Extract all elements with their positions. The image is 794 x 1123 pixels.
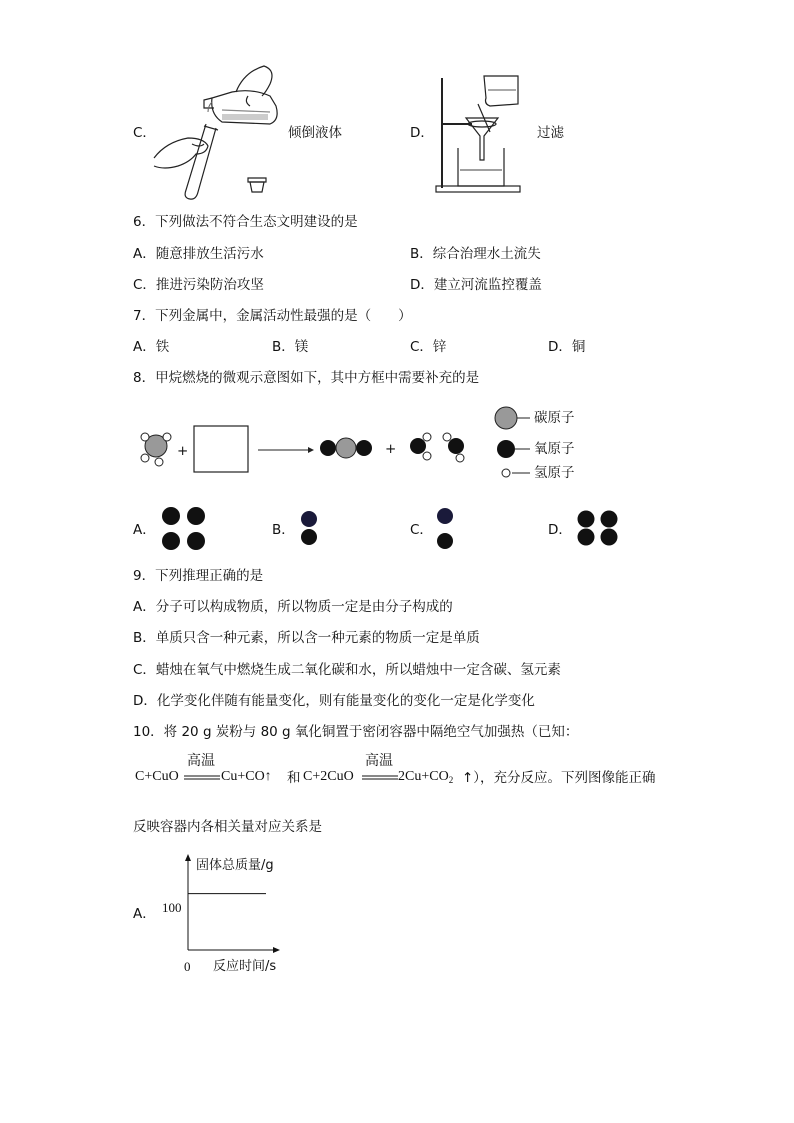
eq1-condition: 高温: [187, 753, 215, 769]
q6-option-a: A．随意排放生活污水: [133, 246, 264, 262]
graph-x-arrow: [273, 947, 280, 953]
blank-box: [194, 426, 248, 472]
q7-option-a: A．铁: [133, 339, 170, 355]
q9-option-b: B．单质只含一种元素，所以含一种元素的物质一定是单质: [133, 630, 480, 646]
legend-hydrogen-atom: 氢原子: [534, 465, 575, 481]
q8-option-d-label: D．: [548, 522, 572, 538]
graph-y-arrow: [185, 854, 191, 861]
pouring-liquid-illustration: [152, 62, 282, 200]
q7-stem: 7．下列金属中，金属活动性最强的是（ ）: [133, 308, 412, 324]
q10-stem: 10．将 20 g 炭粉与 80 g 氧化铜置于密闭容器中隔绝空气加强热（已知：: [133, 724, 579, 740]
carbon-dioxide-molecule: [320, 438, 372, 458]
q8-option-a-atoms: [160, 505, 210, 551]
legend-carbon-atom: 碳原子: [534, 410, 575, 426]
q10-option-a-label: A．: [133, 906, 156, 922]
eq2-tail: ↑），充分反应。下列图像能正确: [462, 770, 656, 786]
q8-plus-1: +: [177, 443, 189, 459]
eq1-double-line: [184, 775, 222, 781]
q6-stem: 6．下列做法不符合生态文明建设的是: [133, 214, 358, 230]
q8-option-c-label: C．: [410, 522, 433, 538]
q10-stem-continued: 反映容器内各相关量对应关系是: [133, 819, 322, 835]
eq2-left: C+2CuO: [303, 769, 354, 784]
legend-oxygen-atom: 氧原子: [534, 441, 575, 457]
eq2-condition: 高温: [365, 753, 393, 769]
q9-option-a: A．分子可以构成物质，所以物质一定是由分子构成的: [133, 599, 453, 615]
eq2-double-line: [362, 775, 400, 781]
mass-time-graph: [184, 852, 284, 952]
q8-plus-2: +: [385, 441, 397, 457]
q8-option-d-atoms: [575, 510, 623, 548]
q8-option-b-atoms: [298, 510, 320, 548]
eq-and: 和: [287, 770, 301, 786]
q6-option-c: C．推进污染防治攻坚: [133, 277, 264, 293]
q8-option-c-atoms: [434, 507, 456, 551]
eq2-subscript: 2: [448, 775, 454, 785]
graph-y-axis-label: 固体总质量/g: [196, 858, 274, 873]
q6-option-b: B．综合治理水土流失: [410, 246, 541, 262]
atom-legend: [494, 404, 534, 484]
q8-option-b-label: B．: [272, 522, 295, 538]
filtration-apparatus-illustration: [432, 74, 532, 196]
graph-origin-label: 0: [184, 959, 191, 974]
q5-option-d-caption: 过滤: [537, 125, 564, 141]
q5-option-d-label: D．: [410, 125, 434, 141]
q8-stem: 8．甲烷燃烧的微观示意图如下，其中方框中需要补充的是: [133, 370, 480, 386]
q8-option-a-label: A．: [133, 522, 156, 538]
eq1-left: C+CuO: [135, 769, 179, 784]
q7-option-c: C．锌: [410, 339, 447, 355]
q9-option-c: C．蜡烛在氧气中燃烧生成二氧化碳和水，所以蜡烛中一定含碳、氢元素: [133, 662, 561, 678]
q5-option-c-caption: 倾倒液体: [288, 125, 342, 141]
q7-option-d: D．铜: [548, 339, 586, 355]
q6-option-d: D．建立河流监控覆盖: [410, 277, 542, 293]
water-molecules: [410, 433, 464, 462]
graph-y-tick-100: 100: [162, 900, 182, 915]
graph-x-axis-label: 反应时间/s: [213, 959, 277, 974]
eq2-right: $2Cu+CO_2$: [398, 769, 454, 785]
q7-option-b: B．镁: [272, 339, 309, 355]
methane-molecule: [141, 433, 171, 466]
q9-option-d: D．化学变化伴随有能量变化，则有能量变化的变化一定是化学变化: [133, 693, 535, 709]
q9-stem: 9．下列推理正确的是: [133, 568, 264, 584]
q5-option-c-label: C．: [133, 125, 156, 141]
eq1-right: Cu+CO↑: [221, 769, 272, 784]
